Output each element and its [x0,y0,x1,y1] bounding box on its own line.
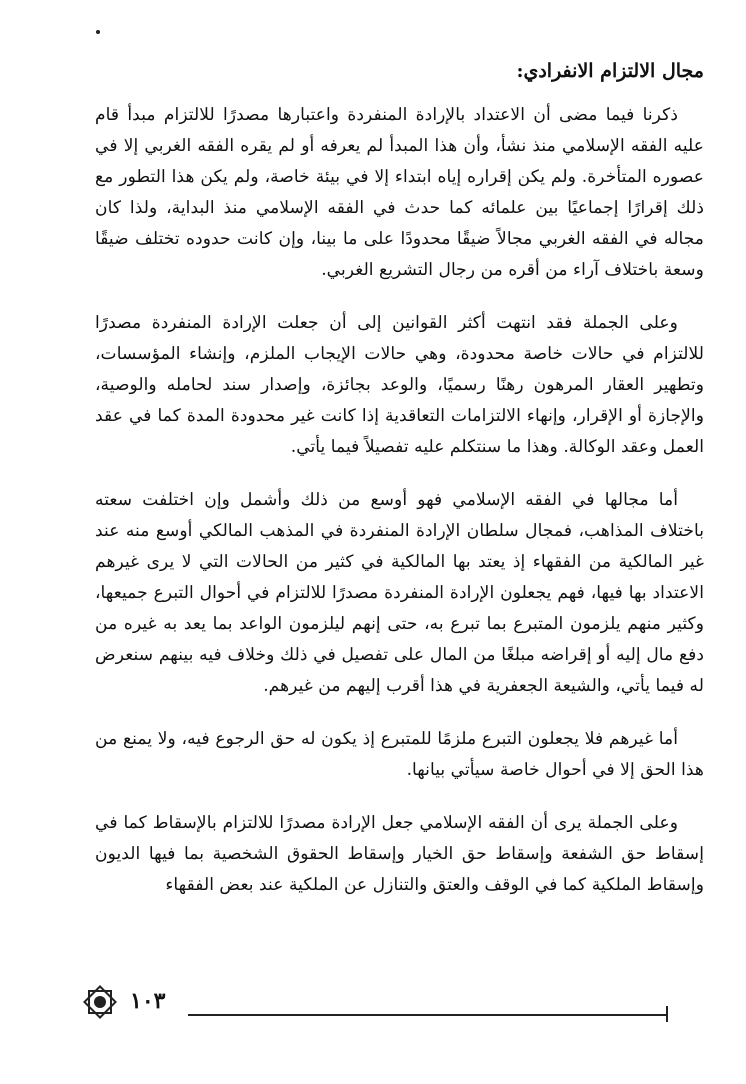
paragraph-3: أما مجالها في الفقه الإسلامي فهو أوسع من ذلك وأشمل وإن اختلفت سعته باختلاف المذاهب، فمجال سلطان الإرادة المنفردة في المذهب المالكي أوسع منه عند غير المالكية من الفقهاء إذ يعتد بها المالكية في كثير من الحالات التي لا يرى غيرهم الاعتداد بها فيها، فهم يجعلون الإرادة المنفردة مصدرًا للالتزام في أحوال التبرع جميعها، وكثير منهم يلزمون المتبرع بما تبرع به، حتى إنهم ليلزمون الواعد بما يعد به غيره من دفع مال إليه أو إقراضه مبلغًا من المال على تفصيل في ذلك وخلاف فيه بينهم سنعرض له فيما يأتي، والشيعة الجعفرية في هذا أقرب إليهم من غيرهم. [95,490,704,696]
footer-rule-end [666,1006,668,1022]
page-body [95,60,704,923]
footer-rule [188,1014,668,1016]
paragraph-5: وعلى الجملة يرى أن الفقه الإسلامي جعل الإرادة مصدرًا للالتزام بالإسقاط كما في إسقاط حق الشفعة وإسقاط حق الخيار وإسقاط الحقوق الشخصية بما فيها الديون وإسقاط الملكية كما في الوقف والعتق والتنازل عن الملكية عند بعض الفقهاء [95,813,704,895]
paragraph-2: وعلى الجملة فقد انتهت أكثر القوانين إلى أن جعلت الإرادة المنفردة مصدرًا للالتزام في حالات خاصة محدودة، وهي حالات الإيجاب الملزم، وإنشاء المؤسسات، وتطهير العقار المرهون رهنًا رسميًا، والوعد بجائزة، وإصدار سند لحامله والوصية، والإجازة أو الإقرار، وإنهاء الالتزامات التعاقدية إذا كانت غير محدودة المدة كما في عقد العمل وعقد الوكالة. وهذا ما سنتكلم عليه تفصيلاً فيما يأتي. [95,313,704,457]
ornament-icon [78,980,122,1024]
page-footer [78,980,668,1040]
paragraph-4: أما غيرهم فلا يجعلون التبرع ملزمًا للمتبرع إذ يكون له حق الرجوع فيه، ولا يمنع من هذا الحق إلا في أحوال خاصة سيأتي بيانها. [95,729,704,780]
page-mark [96,30,100,34]
section-heading: مجال الالتزام الانفرادي: [516,60,704,82]
paragraph-1: ذكرنا فيما مضى أن الاعتداد بالإرادة المنفردة واعتبارها مصدرًا للالتزام مبدأ قام عليه الفقه الإسلامي منذ نشأ، وأن هذا المبدأ لم يعرفه أو لم يقره الفقه الغربي إلا في عصوره المتأخرة. ولم يكن إقراره إياه ابتداء إلا في بيئة خاصة، ولم يكن هذا التطور مع ذلك إقرارًا إجماعيًا بين علمائه كما حدث في الفقه الإسلامي منذ البداية، ولذا كان مجاله في الفقه الغربي مجالاً ضيقًا محدودًا على ما بينا، وإن كانت حدوده تختلف ضيقًا وسعة باختلاف آراء من أقره من رجال التشريع الغربي. [95,105,704,280]
page-number: ١٠٣ [130,988,166,1014]
